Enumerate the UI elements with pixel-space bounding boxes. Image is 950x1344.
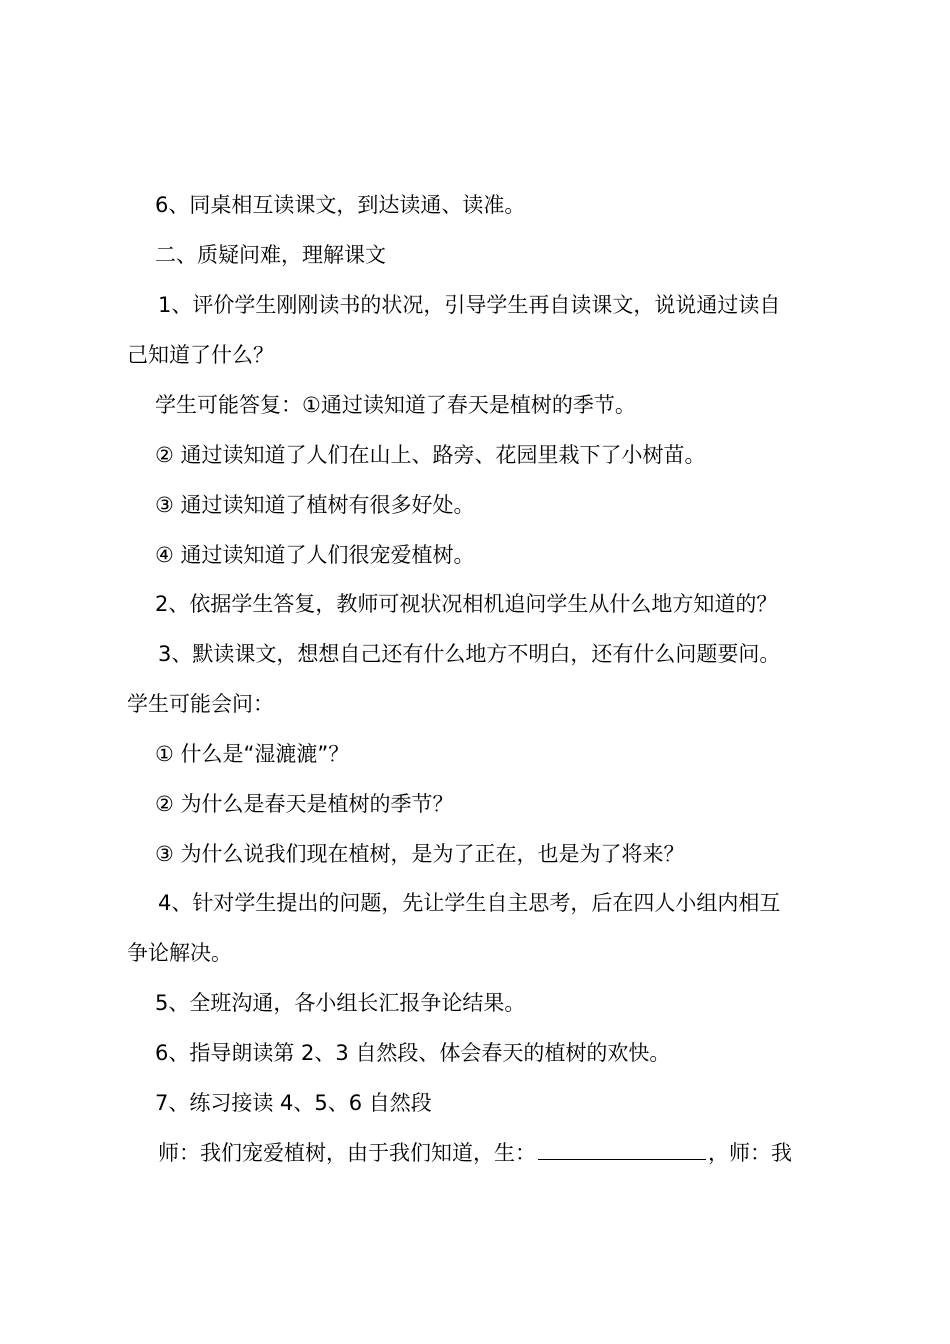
- list-item: ③ 通过读知道了植树有很多好处。: [155, 493, 475, 517]
- list-item: ② 通过读知道了人们在山上、路旁、花园里栽下了小树苗。: [155, 443, 706, 467]
- paragraph-line: 5、全班沟通，各小组长汇报争论结果。: [155, 991, 526, 1015]
- paragraph-line: 争论解决。: [127, 941, 232, 965]
- paragraph-line-with-blank: [158, 1139, 792, 1167]
- list-item: ③ 为什么说我们现在植树，是为了正在，也是为了将来？: [155, 842, 685, 866]
- section-heading: 二、质疑问难，理解课文: [155, 243, 386, 267]
- list-item: ① 什么是“湿漉漉”？: [155, 742, 350, 766]
- line-text-before-blank: 师：我们宠爱植树，由于我们知道，生：: [158, 1141, 536, 1165]
- paragraph-line: 2、依据学生答复，教师可视状况相机追问学生从什么地方知道的？: [155, 592, 778, 616]
- paragraph-line: 6、同桌相互读课文，到达读通、读准。: [155, 193, 526, 217]
- fill-in-blank: [538, 1139, 706, 1160]
- paragraph-line: 学生可能会问：: [127, 692, 274, 716]
- paragraph-line: 6、指导朗读第 2、3 自然段、体会春天的植树的欢快。: [155, 1041, 671, 1065]
- paragraph-line: 学生可能答复：①通过读知道了春天是植树的季节。: [155, 393, 636, 417]
- paragraph-line: 7、练习接读 4、5、6 自然段: [155, 1091, 432, 1115]
- paragraph-line: 4、针对学生提出的问题，先让学生自主思考，后在四人小组内相互: [158, 891, 781, 915]
- list-item: ④ 通过读知道了人们很宠爱植树。: [155, 543, 475, 567]
- paragraph-line: 己知道了什么？: [127, 343, 274, 367]
- list-item: ② 为什么是春天是植树的季节？: [155, 792, 454, 816]
- line-text-after-blank: ，师：我: [708, 1141, 792, 1165]
- paragraph-line: 3、默读课文，想想自己还有什么地方不明白，还有什么问题要问。: [158, 642, 781, 666]
- paragraph-line: 1、评价学生刚刚读书的状况，引导学生再自读课文，说说通过读自: [158, 293, 781, 317]
